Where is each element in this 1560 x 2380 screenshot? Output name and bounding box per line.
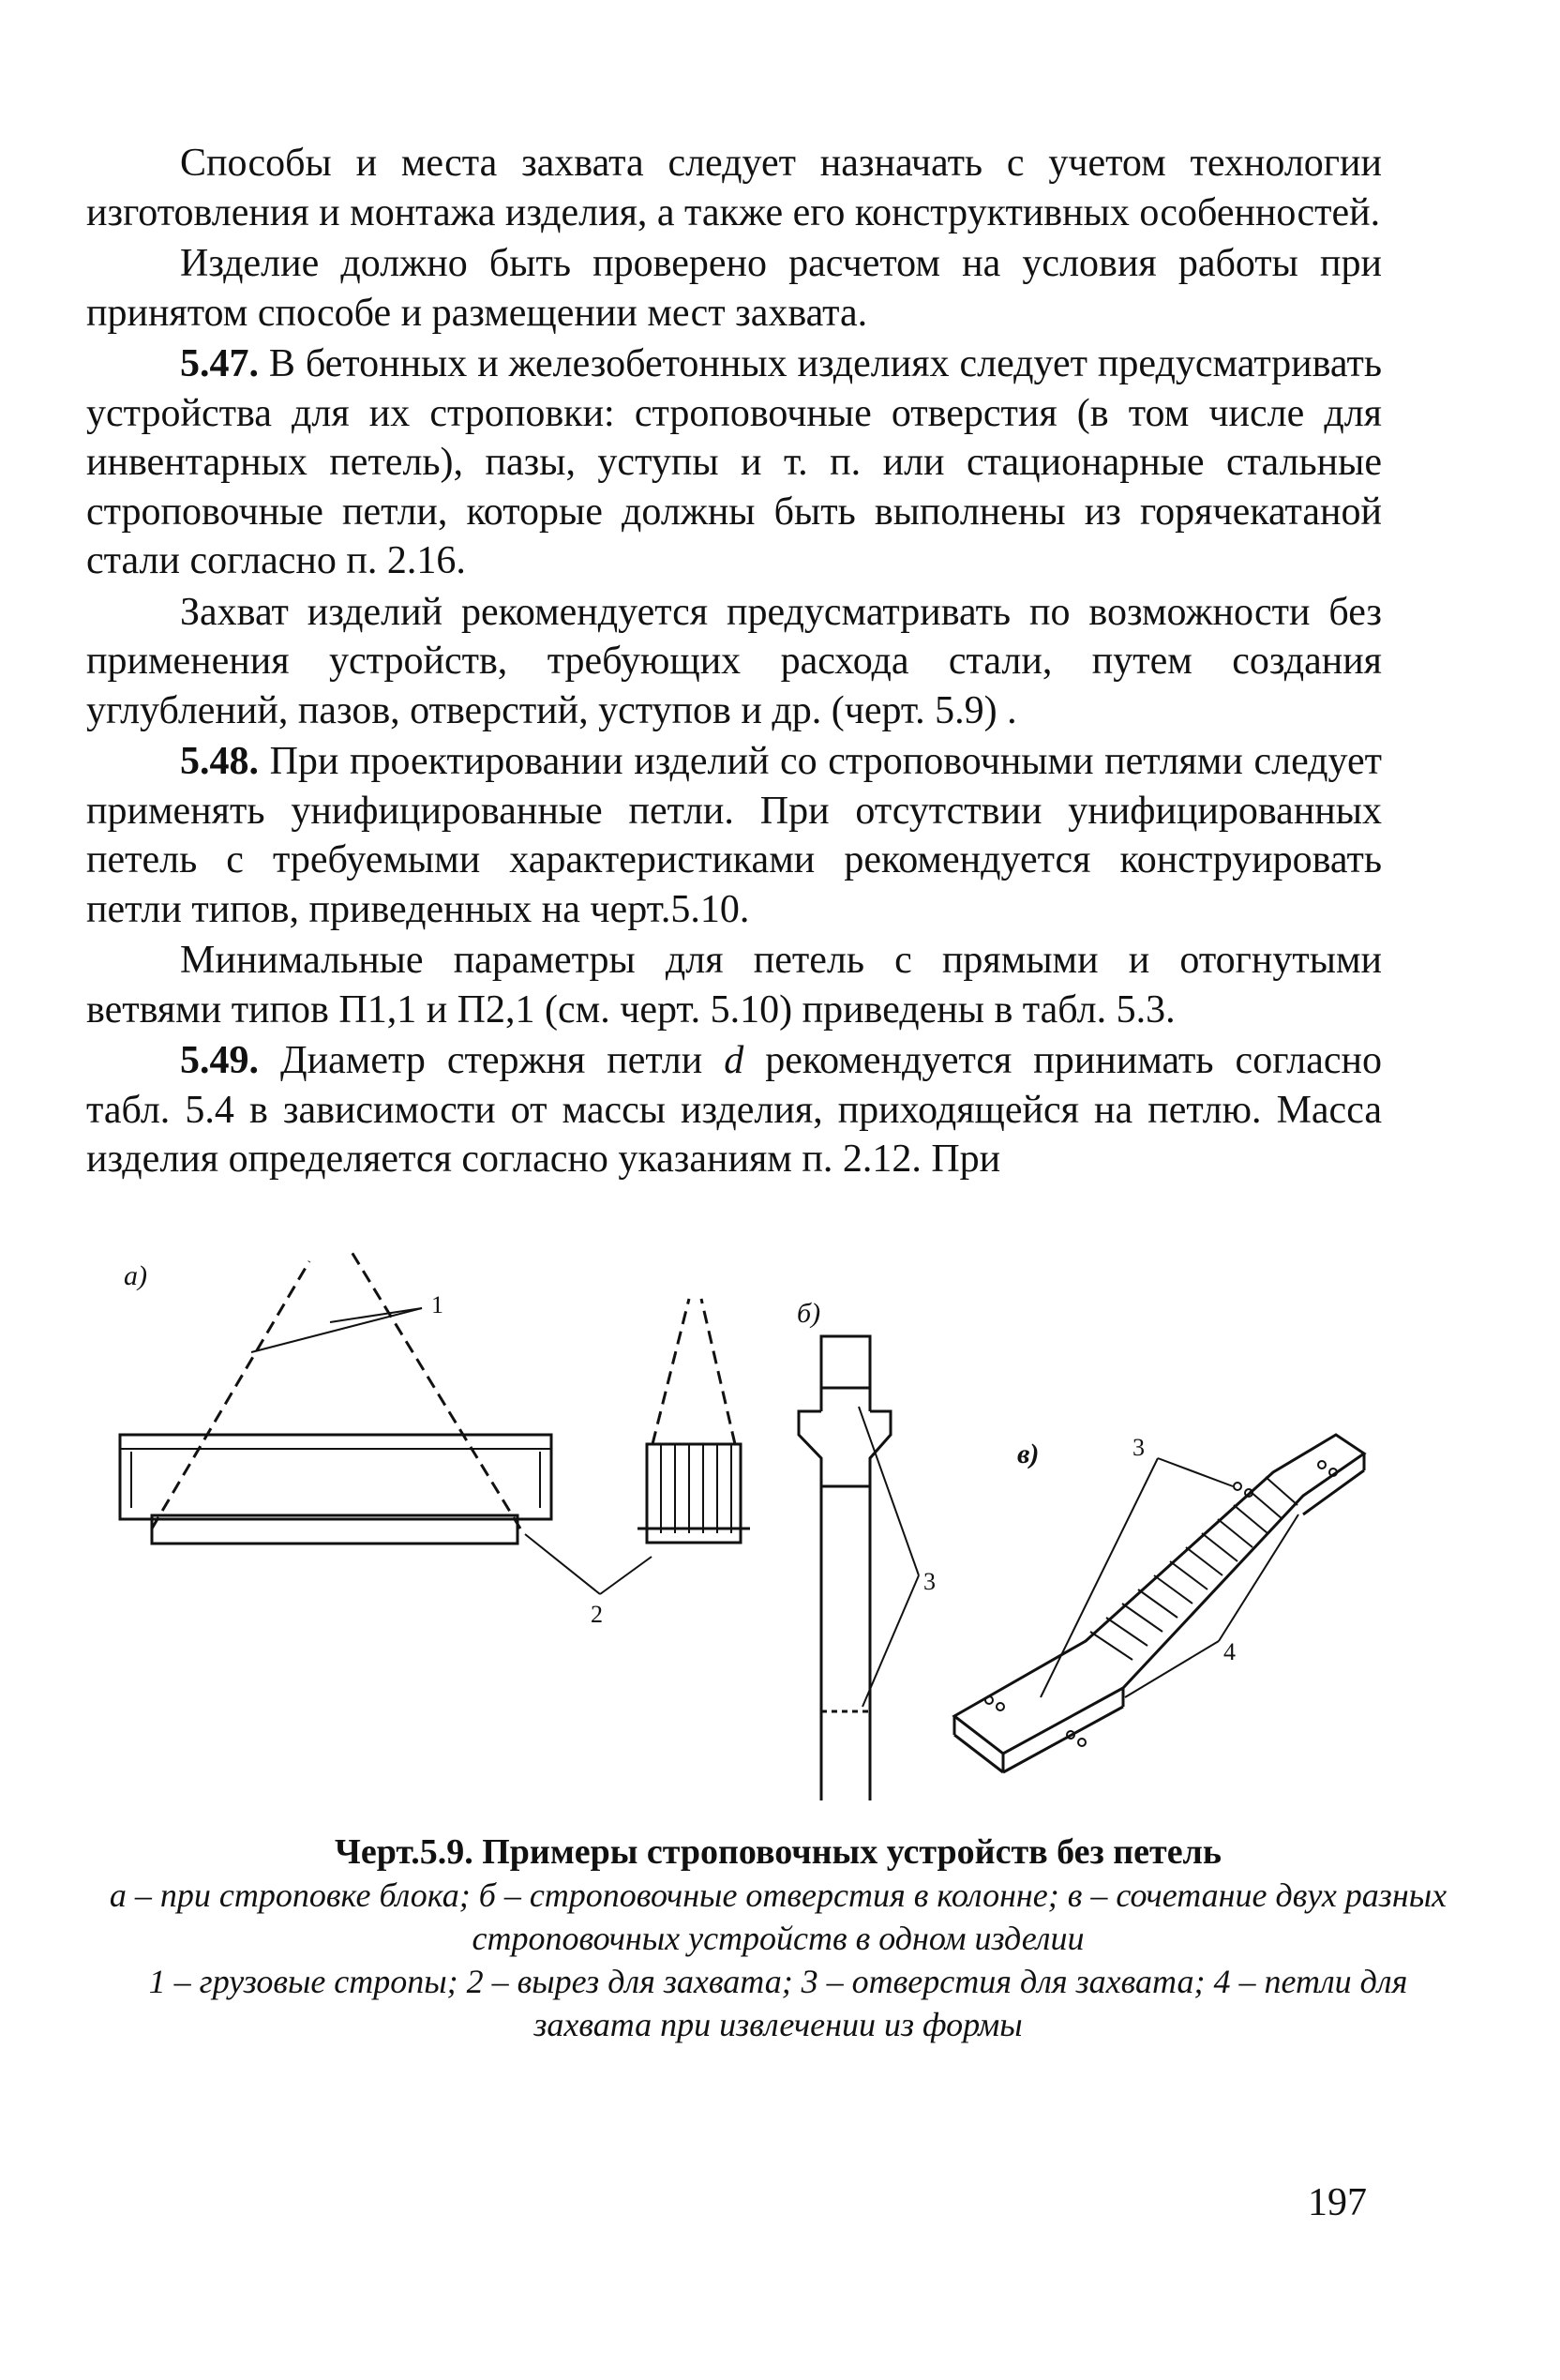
page-number: 197 [1308,2181,1367,2224]
caption-line-2: 1 – грузовые стропы; 2 – вырез для захвата; 3 – отверстия для захвата; 4 – петли для захвата при извлечении из формы [148,1963,1408,2043]
column-head [821,1336,870,1388]
paragraph-1: Способы и места захвата следует назначать с учетом технологии изготовления и монтажа изделия, а также его конструктивных особенностей. [86,142,1382,234]
callout-3b: 3 [1132,1434,1145,1461]
paragraph-6: Минимальные параметры для петель с прямыми и отогнутыми ветвями типов П1,1 и П2,1 (см. черт. 5.10) приведены в табл. 5.3. [86,939,1382,1032]
callout-3a: 3 [923,1568,936,1595]
callout-2: 2 [591,1601,603,1628]
label-c: в) [1017,1439,1040,1469]
paragraph-5: 5.48. При проектировании изделий со строповочными петлями следует применять унифицированные петли. При отсутствии унифицированных петель с требуемыми характеристиками рекомендуется конструировать петли типов, приведенных на черт.5.10. [86,740,1382,931]
caption-title: Черт.5.9. Примеры строповочных устройств без петель [335,1832,1222,1872]
block-with-slings [120,1252,652,1628]
callout-4: 4 [1223,1638,1236,1665]
block-end-view [638,1299,750,1543]
section-number: 5.49. [180,1039,259,1082]
paragraph-7: 5.49. Диаметр стержня петли d рекомендуется принимать согласно табл. 5.4 в зависимости от массы изделия, приходящейся на петлю. Масса изделия определяется согласно указаниям п. 2.12. При [86,1039,1383,1181]
paragraph-3: 5.47. В бетонных и железобетонных изделиях следует предусматривать устройства для их строповки: строповочные отверстия (в том числе для инвентарных петель), пазы, уступы и т. п. или стационарные стальные строповочные петли, которые должны быть выполнены из горячекатаной стали согласно п. 2.16. [86,342,1382,582]
callout-1: 1 [431,1291,443,1318]
figure-caption [94,1830,1462,2046]
label-a: а) [124,1260,147,1291]
stair-holes [985,1461,1337,1746]
figure-5-9 [94,1247,1462,1800]
column-with-holes [799,1336,936,1800]
section-number: 5.48. [180,740,259,783]
staircase [954,1434,1364,1772]
paragraph-4: Захват изделий рекомендуется предусматривать по возможности без применения устройств, требующих расхода стали, путем создания углублений, пазов, отверстий, уступов и др. (черт. 5.9) . [86,590,1382,732]
stair-steps [1090,1477,1298,1660]
body-text [86,139,1382,1184]
label-b: б) [797,1298,821,1329]
stair-outline [954,1435,1364,1754]
block-body [120,1435,551,1519]
sling-left [152,1261,309,1529]
paragraph-2: Изделие должно быть проверено расчетом на условия работы при принятом способе и размещении мест захвата. [86,242,1382,335]
section-number: 5.47. [180,342,259,385]
column-shaft [821,1486,870,1800]
figure-drawing [94,1247,1462,1800]
caption-line-1: а – при строповке блока; б – строповочные отверстия в колонне; в – сочетание двух разных строповочных устройств в одном изделии [109,1876,1448,1957]
